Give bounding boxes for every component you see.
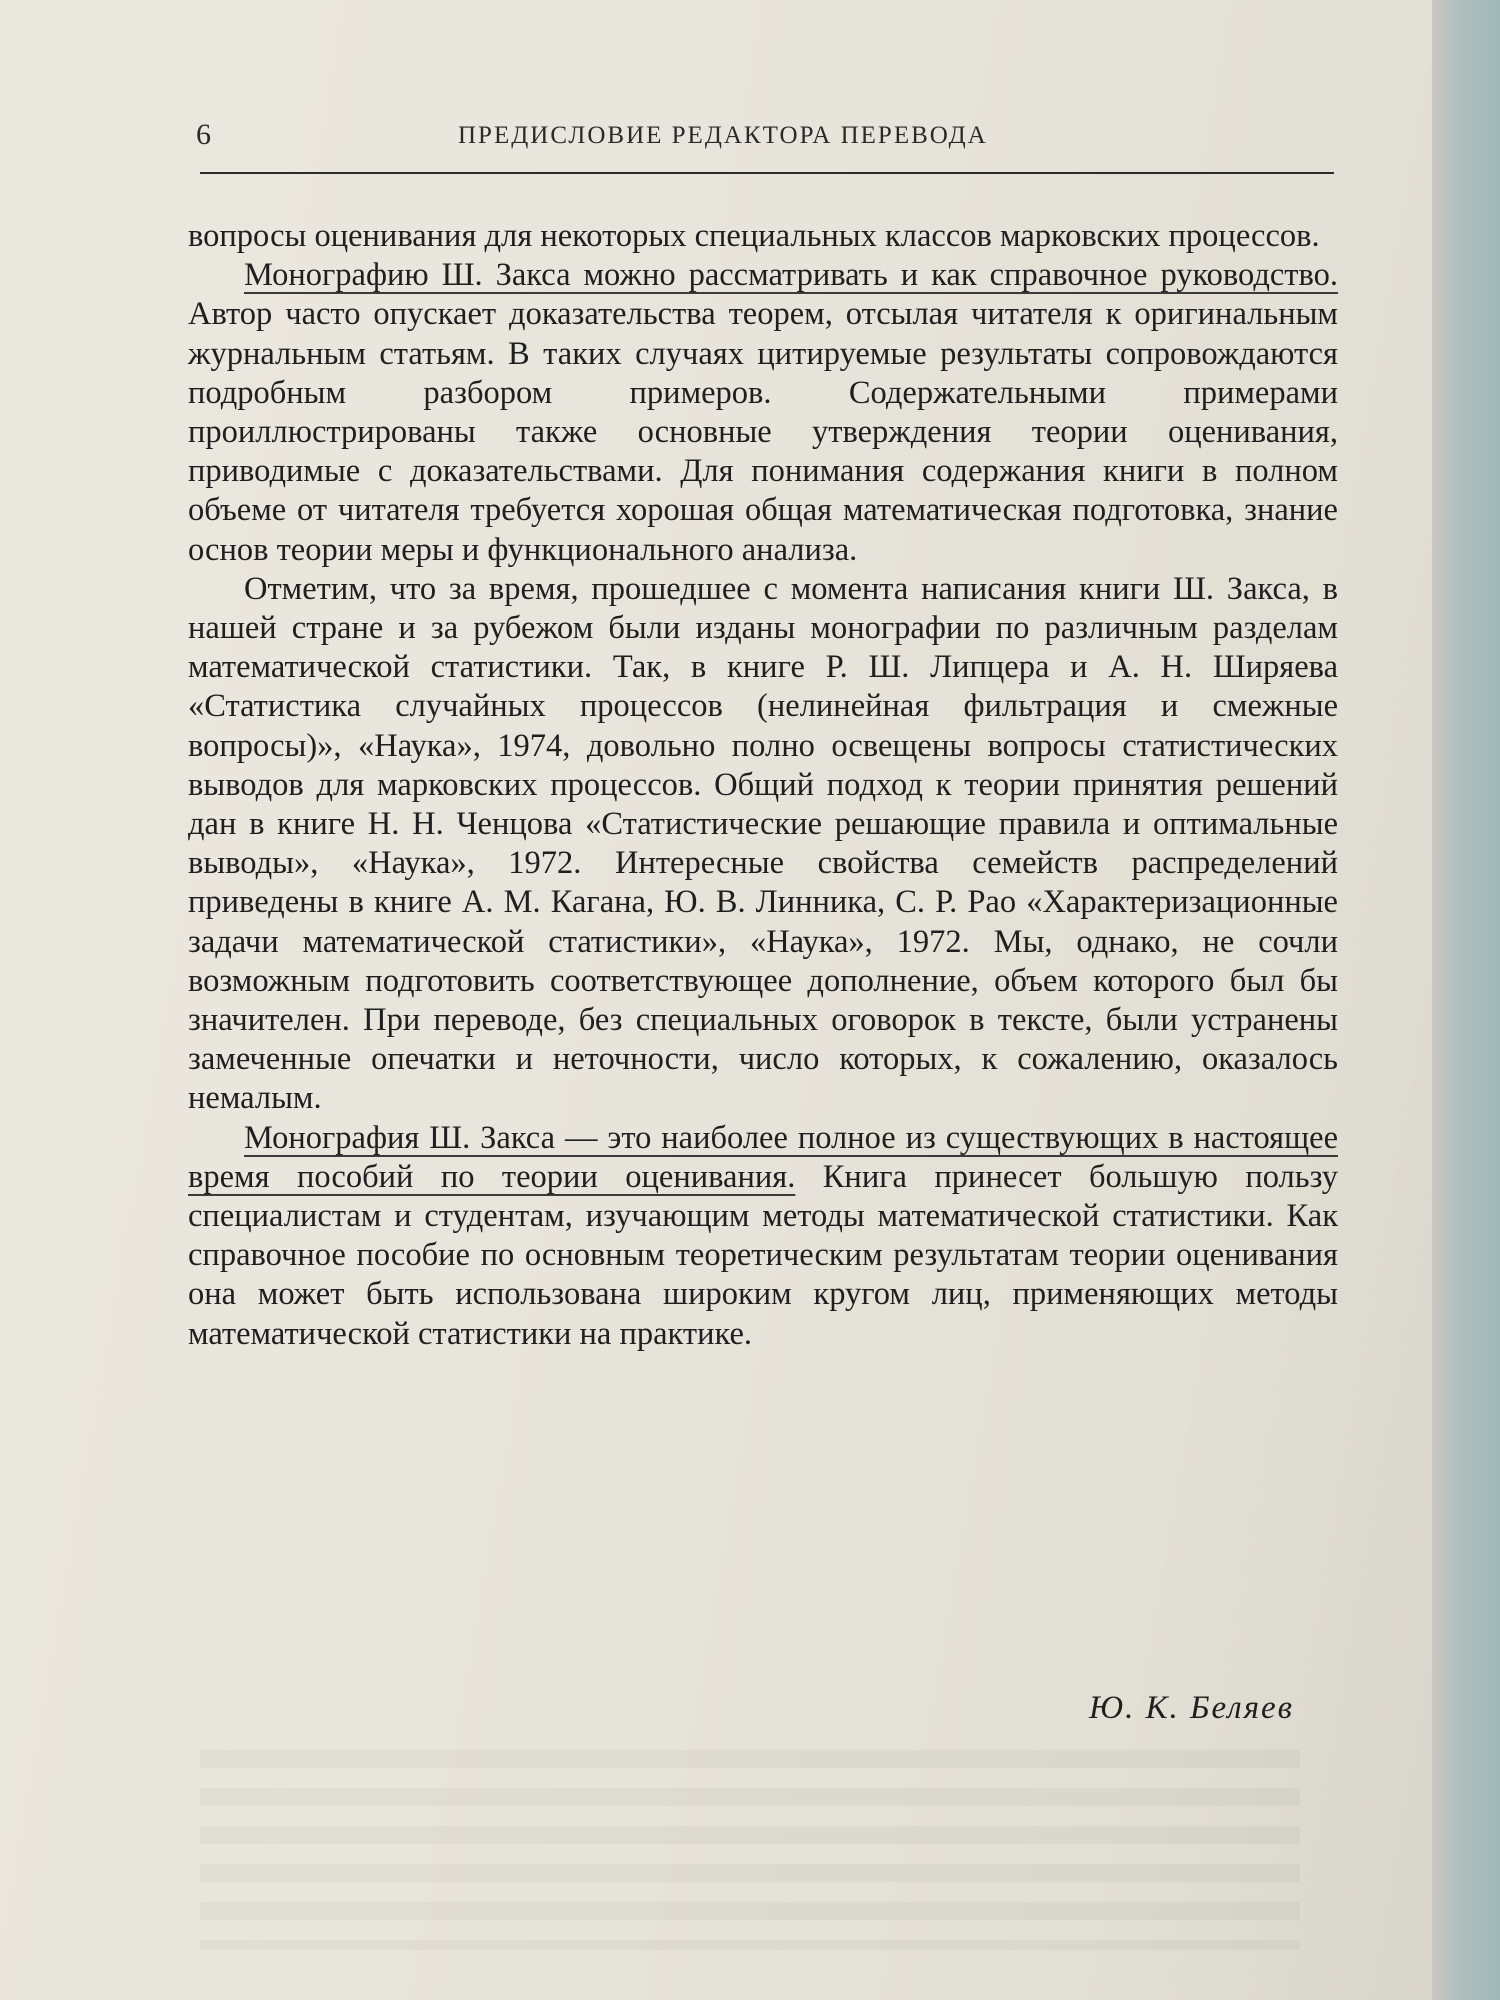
body-text: [188, 217, 1338, 1354]
paragraph-reference-guide: [188, 256, 1338, 570]
editor-signature: Ю. К. Беляев: [1089, 1690, 1294, 1726]
page-number: 6: [196, 118, 211, 151]
header-rule: [200, 172, 1334, 174]
page-edge: [1432, 0, 1500, 2000]
show-through-shadow: [200, 1750, 1300, 1950]
underlined-sentence: Монография Ш. Закса — это наиболее полное из существующих в настоящее время пособий по теории оценивания.: [188, 1119, 1338, 1195]
paragraph-other-monographs: Отметим, что за время, прошедшее с момента написания книги Ш. Закса, в нашей стране и за рубежом были изданы монографии по различным разделам математической статистики. Так, в книге Р. Ш. Липцера и А. Н. Ширяева «Статистика случайных процессов (нелинейная фильтрация и смежные вопросы)», «Наука», 1974, довольно полно освещены вопросы статистических выводов для марковских процессов. Общий подход к теории принятия решений дан в книге Н. Н. Ченцова «Статистические решающие правила и оптимальные выводы», «Наука», 1972. Интересные свойства семейств распределений приведены в книге А. М. Кагана, Ю. В. Линника, С. Р. Рао «Характеризационные задачи математической статистики», «Наука», 1972. Мы, однако, не сочли возможным подготовить соответствующее дополнение, объем которого был бы значителен. При переводе, без специальных оговорок в тексте, были устранены замеченные опечатки и неточности, число которых, к сожалению, оказалось немалым.: [188, 570, 1338, 1117]
underlined-sentence: Монографию Ш. Закса можно рассматривать и как справочное руководство.: [244, 257, 1338, 294]
paragraph-continuation: вопросы оценивания для некоторых специальных классов марковских процессов.: [188, 218, 1320, 254]
paragraph-text: Автор часто опускает доказательства теорем, отсылая читателя к оригинальным журнальным статьям. В таких случаях цитируемые результаты сопровождаются подробным разбором примеров. Содержательными примерами проиллюстрированы также основные утверждения теории оценивания, приводимые с доказательствами. Для понимания содержания книги в полном объеме от читателя требуется хорошая общая математическая подготовка, знание основ теории меры и функционального анализа.: [188, 296, 1338, 568]
paragraph-conclusion: [188, 1119, 1338, 1354]
running-head: ПРЕДИСЛОВИЕ РЕДАКТОРА ПЕРЕВОДА: [458, 122, 988, 149]
paragraph-text: Книга принесет большую пользу специалистам и студентам, изучающим методы математической статистики. Как справочное пособие по основным теоретическим результатам теории оценивания она может быть использована широким кругом лиц, применяющих методы математической статистики на практике.: [188, 1158, 1338, 1352]
